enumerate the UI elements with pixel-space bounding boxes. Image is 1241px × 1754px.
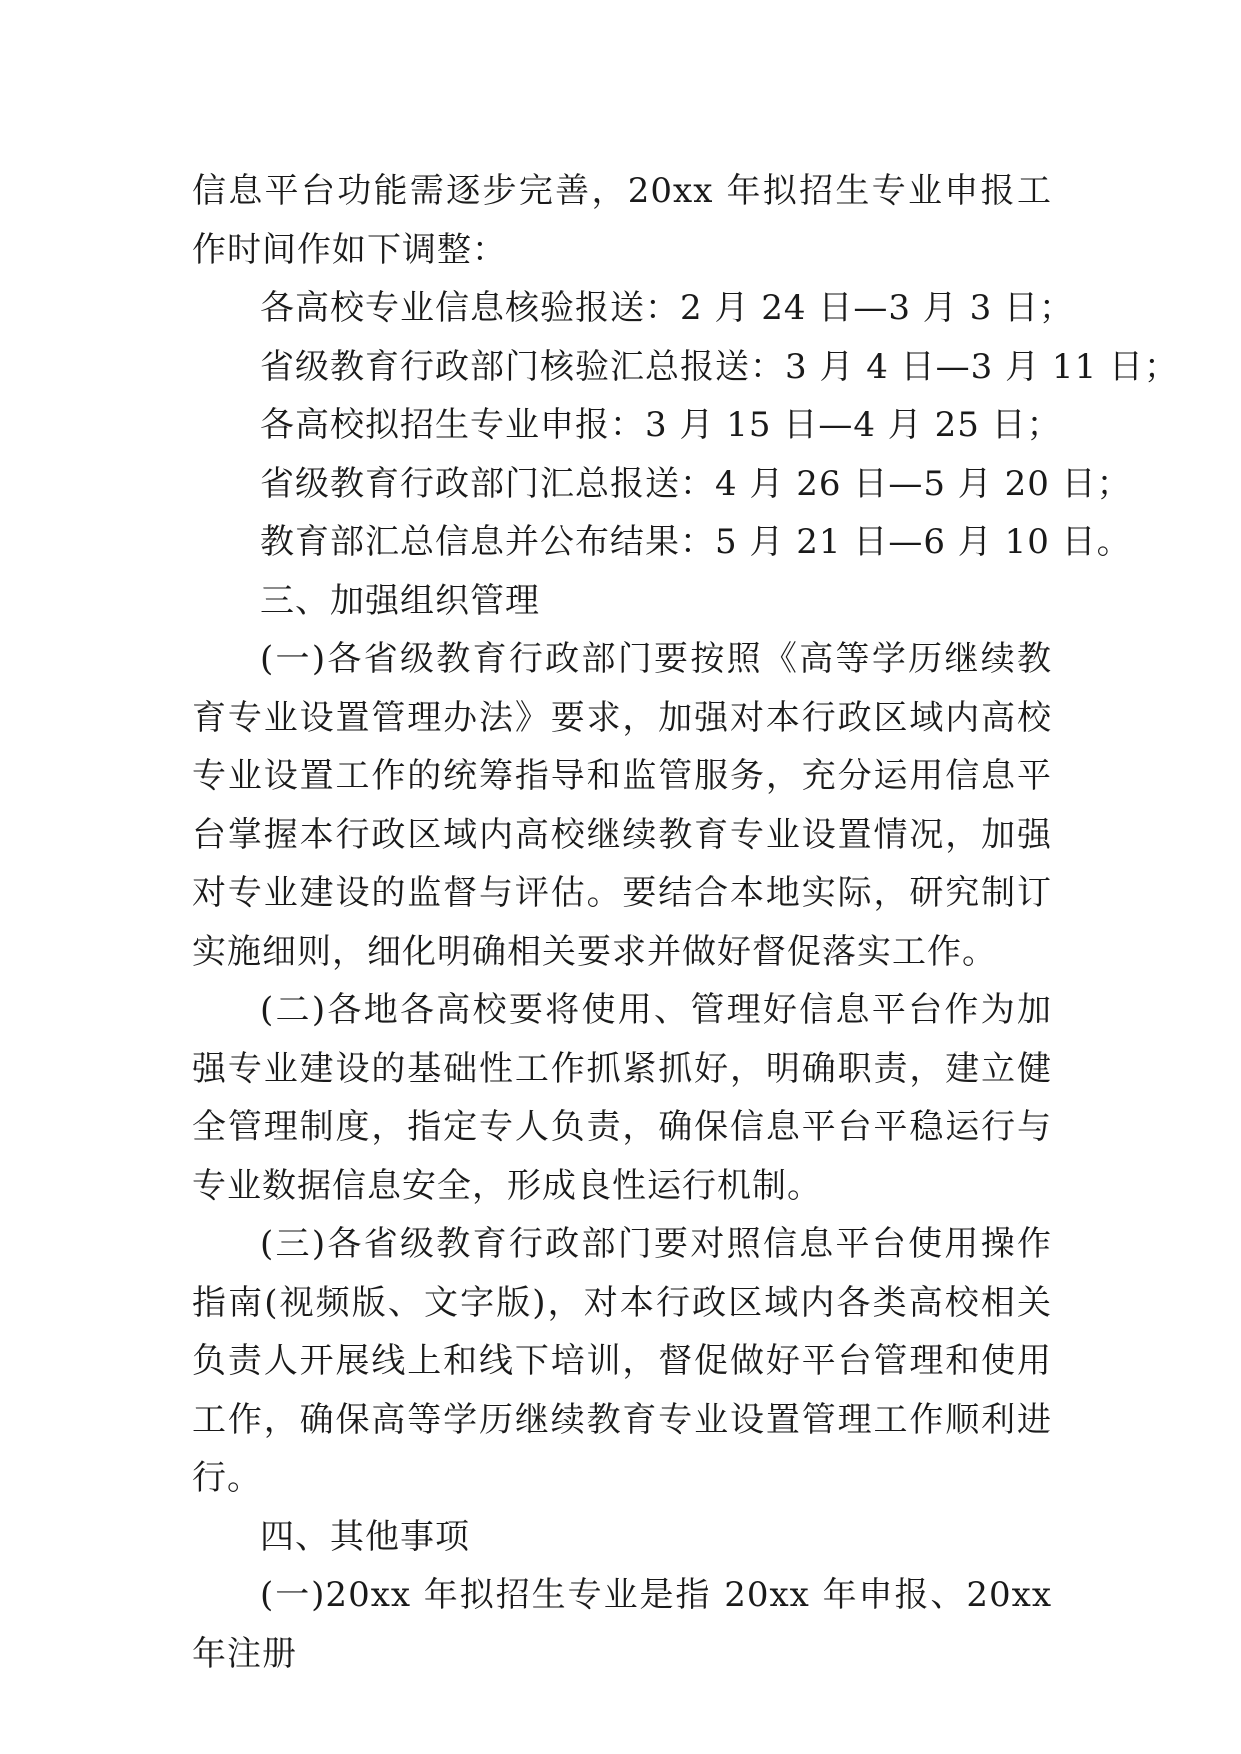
document-body: [192, 162, 1180, 1683]
schedule-item-ministry-publication: 教育部汇总信息并公布结果：5 月 21 日—6 月 10 日。: [260, 522, 1132, 562]
schedule-item-provincial-verification: 省级教育行政部门核验汇总报送：3 月 4 日—3 月 11 日；: [260, 346, 1180, 387]
section-three-item-one: (一)各省级教育行政部门要按照《高等学历继续教育专业设置管理办法》要求，加强对本行政区域内高校专业设置工作的统筹指导和监管服务，充分运用信息平台掌握本行政区域内高校继续教育专业设置情况，加强对专业建设的监督与评估。要结合本地实际，研究制订实施细则，细化明确相关要求并做好督促落实工作。: [192, 639, 1052, 972]
intro-paragraph: 信息平台功能需逐步完善，20xx 年拟招生专业申报工作时间作如下调整：: [192, 171, 1052, 270]
section-heading-four: 四、其他事项: [260, 1516, 470, 1557]
section-three-item-two: (二)各地各高校要将使用、管理好信息平台作为加强专业建设的基础性工作抓紧抓好，明确职责，建立健全管理制度，指定专人负责，确保信息平台平稳运行与专业数据信息安全，形成良性运行机制。: [192, 990, 1052, 1206]
schedule-item-application: 各高校拟招生专业申报：3 月 15 日—4 月 25 日；: [260, 405, 1062, 445]
schedule-item-provincial-summary: 省级教育行政部门汇总报送：4 月 26 日—5 月 20 日；: [260, 463, 1132, 504]
section-three-item-three: (三)各省级教育行政部门要对照信息平台使用操作指南(视频版、文字版)，对本行政区域内各类高校相关负责人开展线上和线下培训，督促做好平台管理和使用工作，确保高等学历继续教育专业设置管理工作顺利进行。: [192, 1224, 1052, 1498]
section-four-item-one: (一)20xx 年拟招生专业是指 20xx 年申报、20xx 年注册: [192, 1575, 1052, 1674]
schedule-item-verification: 各高校专业信息核验报送：2 月 24 日—3 月 3 日；: [260, 288, 1075, 328]
section-heading-three: 三、加强组织管理: [260, 580, 540, 621]
